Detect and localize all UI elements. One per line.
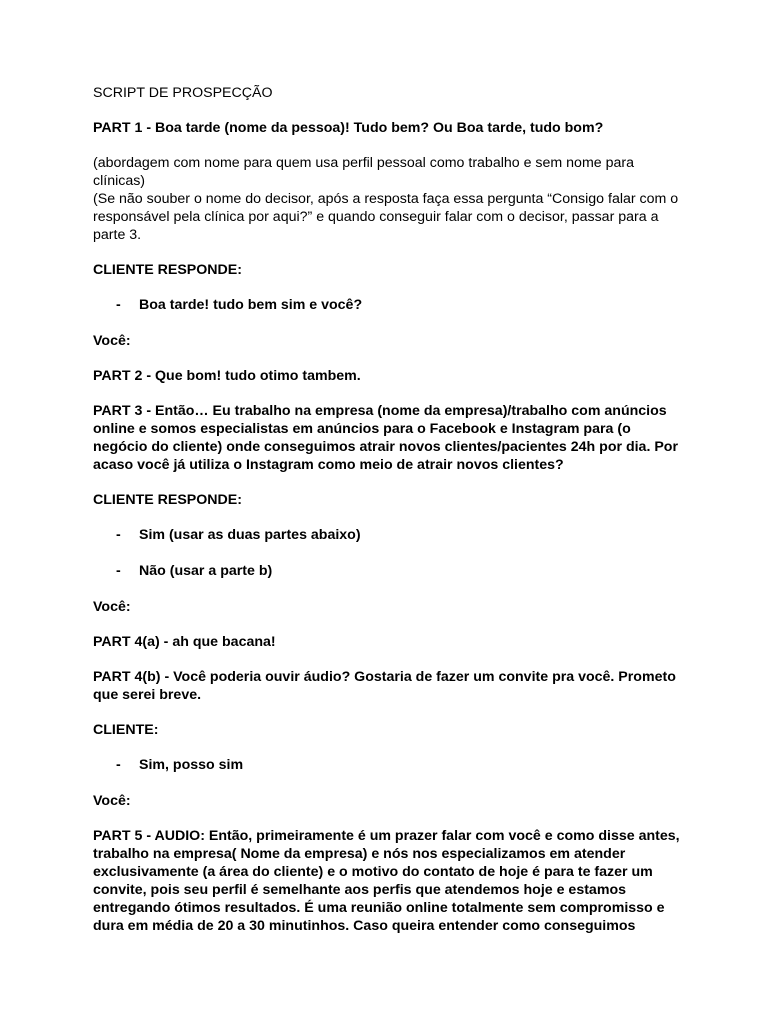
instruction-notes (93, 154, 683, 244)
part-3: PART 3 - Então… Eu trabalho na empresa (nome da empresa)/trabalho com anúncios online e somos especialistas em anúncios para o Facebook e Instagram para (o negócio do cliente) onde conseguimos atrair novos clientes/pacientes 24h por dia. Por acaso você já utiliza o Instagram como meio de atrair novos clientes? (93, 403, 678, 473)
voce-label: Você: (93, 599, 131, 615)
bullet-dash: - (116, 757, 121, 773)
bullet-dash: - (116, 297, 121, 313)
cliente-responde-heading: CLIENTE RESPONDE: (93, 492, 242, 508)
list-item (93, 562, 683, 580)
voce-label: Você: (93, 333, 131, 349)
part-2: PART 2 - Que bom! tudo otimo tambem. (93, 368, 361, 384)
bullet-dash: - (116, 527, 121, 543)
list-item (93, 296, 683, 314)
bullet-dash: - (116, 563, 121, 579)
cliente-responde-heading: CLIENTE RESPONDE: (93, 262, 242, 278)
voce-label: Você: (93, 793, 131, 809)
part-4a: PART 4(a) - ah que bacana! (93, 634, 276, 650)
part-4b: PART 4(b) - Você poderia ouvir áudio? Gostaria de fazer um convite pra você. Prometo que serei breve. (93, 669, 676, 703)
cliente-heading: CLIENTE: (93, 722, 159, 738)
note-2: (Se não souber o nome do decisor, após a resposta faça essa pergunta “Consigo falar com o responsável pela clínica por aqui?” e quando conseguir falar com o decisor, passar para a parte 3. (93, 191, 679, 243)
part-1: PART 1 - Boa tarde (nome da pessoa)! Tudo bem? Ou Boa tarde, tudo bom? (93, 120, 604, 136)
note-1: (abordagem com nome para quem usa perfil pessoal como trabalho e sem nome para clínicas) (93, 155, 634, 189)
client-response: Não (usar a parte b) (139, 563, 273, 579)
document-page (93, 84, 683, 952)
list-item (93, 526, 683, 544)
document-title: SCRIPT DE PROSPECÇÃO (93, 85, 273, 101)
list-item (93, 756, 683, 774)
client-response: Boa tarde! tudo bem sim e você? (139, 297, 363, 313)
client-response: Sim, posso sim (139, 757, 244, 773)
client-response: Sim (usar as duas partes abaixo) (139, 527, 361, 543)
part-5: PART 5 - AUDIO: Então, primeiramente é um prazer falar com você e como disse antes, trabalho na empresa( Nome da empresa) e nós nos especializamos em atender exclusivamente (a área do cliente) e o motivo do contato de hoje é para te fazer um convite, pois seu perfil é semelhante aos perfis que atendemos hoje e estamos entregando ótimos resultados. É uma reunião online totalmente sem compromisso e dura em média de 20 a 30 minutinhos. Caso queira entender como conseguimos (93, 828, 680, 934)
